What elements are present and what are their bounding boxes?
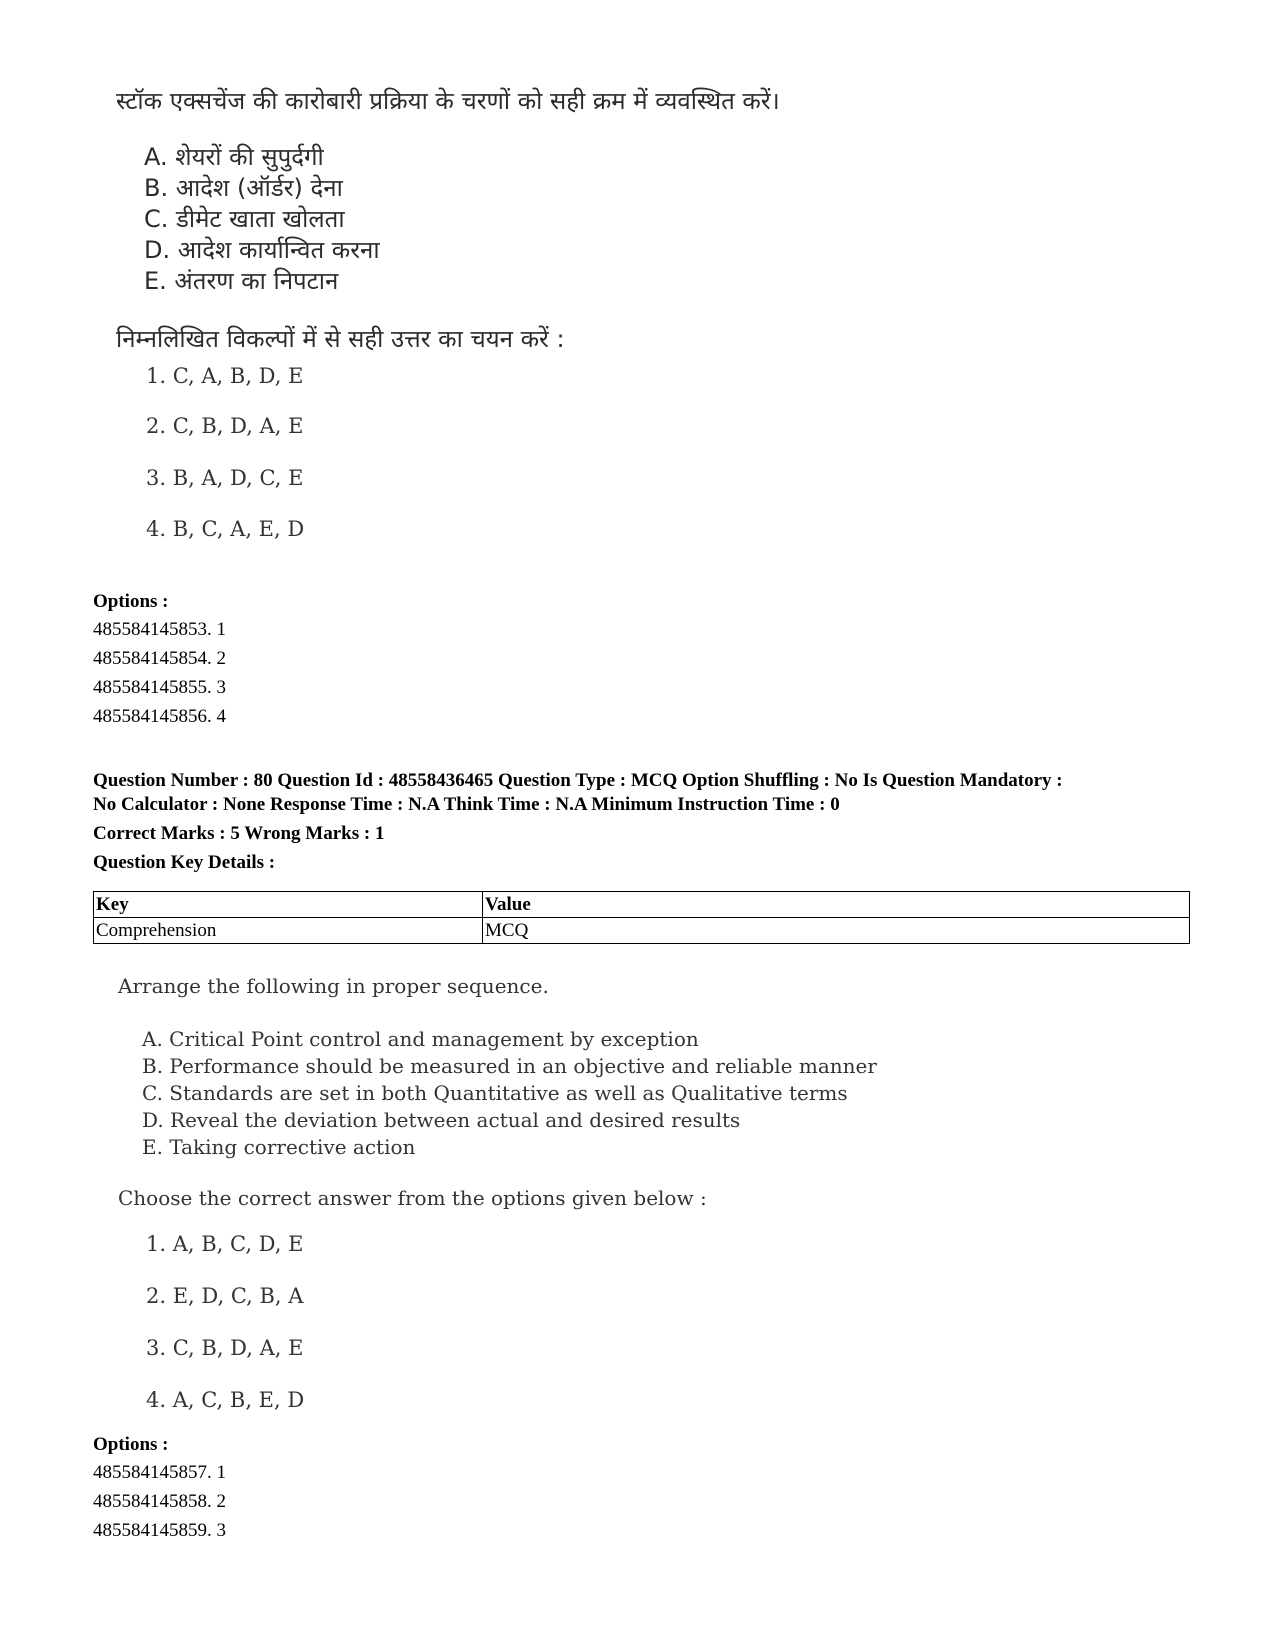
table-header-value: Value [483,892,1190,918]
table-cell-key: Comprehension [94,918,483,944]
option-item: 485584145857. 1 [93,1462,226,1483]
question-key-details-table [93,891,1190,944]
hindi-item-d: D. आदेश कार्यान्वित करना [144,236,380,264]
option-item: 485584145855. 3 [93,677,226,698]
english-choice-4: 4. A, C, B, E, D [146,1388,305,1412]
question-meta-line-1: Question Number : 80 Question Id : 48558436465 Question Type : MCQ Option Shuffling : No Is Question Mandatory : [93,770,1063,791]
english-question-text: Arrange the following in proper sequence. [118,974,549,998]
hindi-item-a: A. शेयरों की सुपुर्दगी [144,143,324,171]
table-header-row [94,892,1190,918]
english-choice-1: 1. A, B, C, D, E [146,1232,304,1256]
table-cell-value: MCQ [483,918,1190,944]
question-key-details-heading: Question Key Details : [93,852,276,873]
option-item: 485584145856. 4 [93,706,226,727]
hindi-question-items [144,142,380,297]
options-list-2 [93,1458,226,1545]
option-item: 485584145858. 2 [93,1491,226,1512]
option-item: 485584145853. 1 [93,619,226,640]
english-item-a: A. Critical Point control and management by exception [142,1027,699,1051]
english-choice-3: 3. C, B, D, A, E [146,1336,304,1360]
english-item-c: C. Standards are set in both Quantitative as well as Qualitative terms [142,1081,848,1105]
hindi-item-b: B. आदेश (ऑर्डर) देना [144,174,343,202]
table-header-key: Key [94,892,483,918]
hindi-question-text: स्टॉक एक्सचेंज की कारोबारी प्रक्रिया के चरणों को सही क्रम में व्यवस्थित करें। [116,87,780,115]
options-list-1 [93,615,226,731]
hindi-question-instruction: निम्नलिखित विकल्पों में से सही उत्तर का चयन करें : [116,325,565,353]
question-meta-line-2: No Calculator : None Response Time : N.A Think Time : N.A Minimum Instruction Time : 0 [93,794,840,815]
hindi-item-c: C. डीमेट खाता खोलता [144,205,345,233]
option-item: 485584145859. 3 [93,1520,226,1541]
english-item-e: E. Taking corrective action [142,1135,416,1159]
question-marks: Correct Marks : 5 Wrong Marks : 1 [93,823,385,844]
english-question-instruction: Choose the correct answer from the options given below : [118,1186,707,1210]
table-row [94,918,1190,944]
hindi-choice-4: 4. B, C, A, E, D [146,517,305,541]
options-heading-1: Options : [93,591,169,612]
english-choice-2: 2. E, D, C, B, A [146,1284,304,1308]
hindi-choice-2: 2. C, B, D, A, E [146,414,304,438]
hindi-item-e: E. अंतरण का निपटान [144,267,339,295]
hindi-choice-3: 3. B, A, D, C, E [146,466,304,490]
hindi-choice-1: 1. C, A, B, D, E [146,364,304,388]
english-question-items [142,1026,877,1161]
english-item-d: D. Reveal the deviation between actual and desired results [142,1108,741,1132]
option-item: 485584145854. 2 [93,648,226,669]
options-heading-2: Options : [93,1434,169,1455]
english-item-b: B. Performance should be measured in an objective and reliable manner [142,1054,877,1078]
